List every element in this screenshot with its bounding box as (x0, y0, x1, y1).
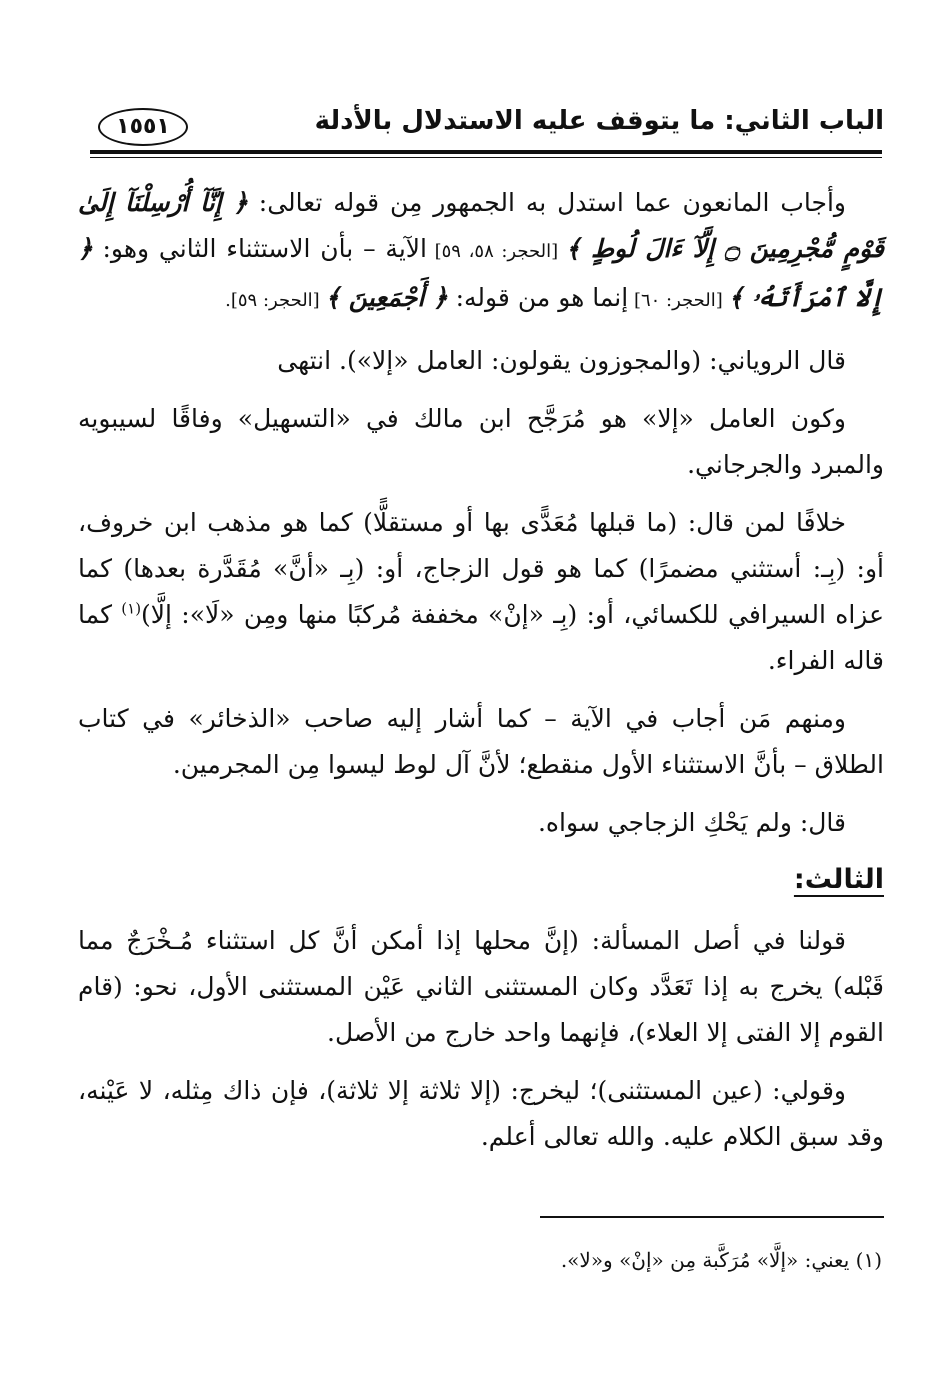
paragraph-6: قال: ولم يَحْكِ الزجاجي سواه. (537, 808, 846, 837)
paragraph-4-text-b: كما قاله الفراء. (78, 600, 884, 675)
paragraph-4-text-a: خلافًا لمن قال: (ما قبلها مُعَدًّى بها أو مستقلًّا) كما هو مذهب ابن خروف، أو: (بِـ: أستثني مضمرًا) كما هو قول الزجاج، أو: (بِـ «أنَّ» مُقَدَّرة بعدها) كما عزاه السيرافي للكسائي، أو: (بِـ «إنْ» مخففة مُركبًا منها ومِن «لَا»: إلَّا) (78, 508, 884, 629)
footnote-rule (540, 1216, 884, 1218)
quran-verse-3: ﴿ أَجْمَعِينَ ﴾ (325, 283, 448, 312)
quran-verse-2: ﴿ إِلَّا ٱمْرَأَتَهُۥ ﴾ (78, 234, 884, 312)
verse-reference-3: [الحجر: ٥٩]. (225, 290, 326, 311)
verse-reference-1: [الحجر: ٥٨، ٥٩] (426, 241, 566, 262)
paragraph-3: وكون العامل «إلا» هو مُرَجَّح ابن مالك في «التسهيل» وفاقًا لسيبويه والمبرد والجرجاني. (78, 404, 884, 479)
running-title: الباب الثاني: ما يتوقف عليه الاستدلال بالأدلة (314, 106, 884, 136)
paragraph-7: قولنا في أصل المسألة: (إنَّ محلها إذا أمكن أنَّ كل استثناء مُـخْرَجٌ مما قَبْله) يخرج به إذا تَعَدَّد وكان المستثنى الثاني عَيْن المستثنى الأول، نحو: (قام القوم إلا الفتى إلا العلاء)، فإنهما واحد خارج من الأصل. (78, 926, 884, 1047)
paragraph-8: وقولي: (عين المستثنى)؛ ليخرج: (إلا ثلاثة إلا ثلاثة)، فإن ذاك مِثله، لا عَيْنه، وقد سبق الكلام عليه. والله تعالى أعلم. (78, 1076, 884, 1151)
page-header (82, 104, 884, 154)
paragraph-1-text-a: وأجاب المانعون عما استدل به الجمهور مِن قوله تعالى: (247, 188, 846, 217)
header-rule-thick (90, 150, 882, 154)
quran-verse-1: ﴿ إِنَّآ أُرْسِلْنَآ إِلَىٰ قَوْمٍ مُّجْرِمِينَ ۝ إِلَّآ ءَالَ لُوطٍ ﴾ (78, 188, 885, 263)
paragraph-5: ومنهم مَن أجاب في الآية – كما أشار إليه صاحب «الذخائر» في كتاب الطلاق – بأنَّ الاستثناء الأول منقطع؛ لأنَّ آل لوط ليسوا مِن المجرمين. (78, 704, 884, 779)
main-text (78, 180, 884, 1172)
paragraph-1-text-b: الآية – بأن الاستثناء الثاني وهو: (92, 234, 427, 263)
footnote-marker: (١) (121, 599, 142, 618)
page-number: ١٥٥١ (98, 108, 188, 146)
paragraph-4 (78, 500, 884, 684)
verse-reference-2: [الحجر: ٦٠] (628, 290, 729, 311)
paragraph-1-text-c: إنما هو من قوله: (447, 283, 629, 312)
paragraph-1 (78, 180, 884, 324)
footnote: (١) يعني: «إلَّا» مُرَكَّبة مِن «إنْ» و«لا». (560, 1248, 882, 1272)
header-rule-thin (90, 157, 882, 158)
section-heading: الثالث: (793, 864, 884, 895)
paragraph-2: قال الروياني: (والمجوزون يقولون: العامل «إلا»). انتهى (277, 346, 846, 375)
